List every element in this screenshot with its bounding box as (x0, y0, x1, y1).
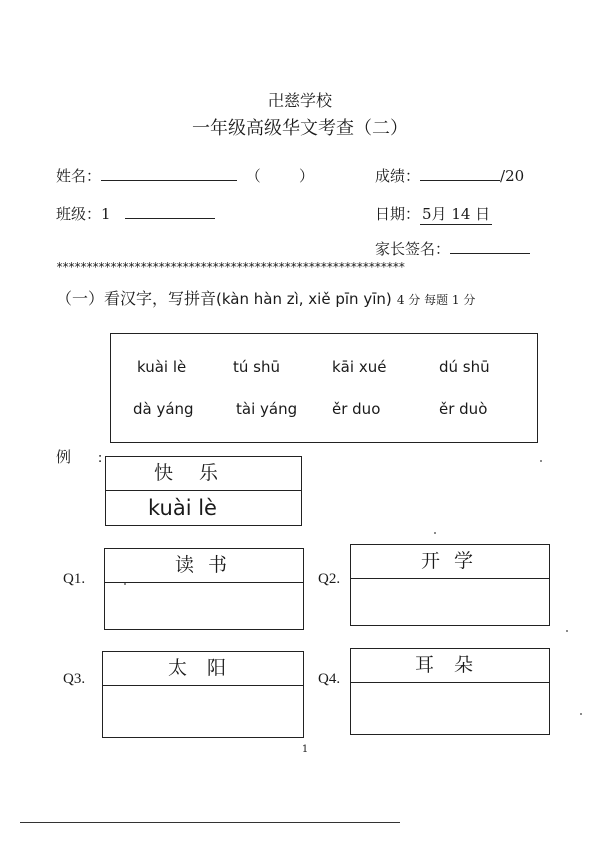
q1-answer-field[interactable] (105, 584, 303, 629)
worksheet-title: 一年级高级华文考查（二） (192, 118, 408, 139)
parent-signature-field[interactable] (450, 239, 530, 254)
name-row (56, 165, 314, 186)
word-bank-item: kāi xué (332, 358, 387, 376)
name-field[interactable] (101, 166, 237, 181)
class-field[interactable] (125, 204, 215, 219)
class-row (56, 203, 215, 224)
q4-card (350, 648, 550, 735)
q1-card (104, 548, 304, 630)
section-prefix: （一）看汉字，写拼音 (56, 289, 217, 308)
q3-hanzi: 太阳 (103, 652, 303, 686)
q4-hanzi: 耳朵 (351, 649, 549, 683)
q1-label: Q1. (63, 571, 86, 587)
name-paren: （ ） (245, 167, 314, 185)
example-label: 例 (56, 450, 72, 466)
name-label: 姓名： (56, 167, 102, 185)
score-field[interactable] (420, 166, 500, 181)
page-number: 1 (301, 744, 309, 755)
footer-rule (20, 822, 400, 823)
q4-label: Q4. (318, 671, 341, 687)
word-bank-item: tài yáng (236, 400, 298, 418)
section-pinyin: (kàn hàn zì, xiě pīn yīn) (216, 290, 392, 308)
scan-speck (434, 532, 436, 534)
q1-hanzi: 读书 (105, 549, 303, 583)
q3-card (102, 651, 304, 738)
word-bank-item: ěr duò (439, 400, 488, 418)
word-bank-item: dú shū (439, 358, 490, 376)
date-row (375, 203, 492, 225)
parent-signature-label: 家长签名： (375, 240, 451, 258)
scan-speck (124, 583, 126, 585)
q3-label: Q3. (63, 671, 86, 687)
school-name: 卍慈学校 (267, 91, 332, 110)
q4-answer-field[interactable] (351, 684, 549, 734)
example-hanzi: 快 乐 (106, 457, 301, 491)
scan-speck (566, 630, 568, 632)
example-card (105, 456, 302, 526)
scan-speck (540, 460, 542, 462)
section-heading (56, 286, 475, 309)
word-bank-item: tú shū (233, 358, 280, 376)
score-label: 成绩： (375, 167, 421, 185)
word-bank (110, 333, 538, 443)
parent-signature-row (375, 238, 530, 259)
q2-label: Q2. (318, 571, 341, 587)
q2-card (350, 544, 550, 626)
section-marks: 4 分 每题 1 分 (396, 293, 476, 307)
word-bank-item: kuài lè (137, 358, 187, 376)
class-value: 1 (101, 205, 111, 223)
date-label: 日期： (375, 205, 421, 223)
q2-answer-field[interactable] (351, 580, 549, 625)
star-divider: ********************************************************** (56, 260, 405, 274)
example-colon: : (98, 450, 103, 466)
scan-speck (580, 713, 582, 715)
word-bank-item: dà yáng (133, 400, 194, 418)
q2-hanzi: 开学 (351, 545, 549, 579)
score-total: /20 (500, 167, 525, 185)
score-row (375, 165, 524, 186)
q3-answer-field[interactable] (103, 687, 303, 737)
example-pinyin: kuài lè (148, 496, 217, 520)
date-value: 5月 14 日 (422, 205, 491, 223)
class-label: 班级： (56, 205, 102, 223)
word-bank-item: ěr duo (332, 400, 381, 418)
